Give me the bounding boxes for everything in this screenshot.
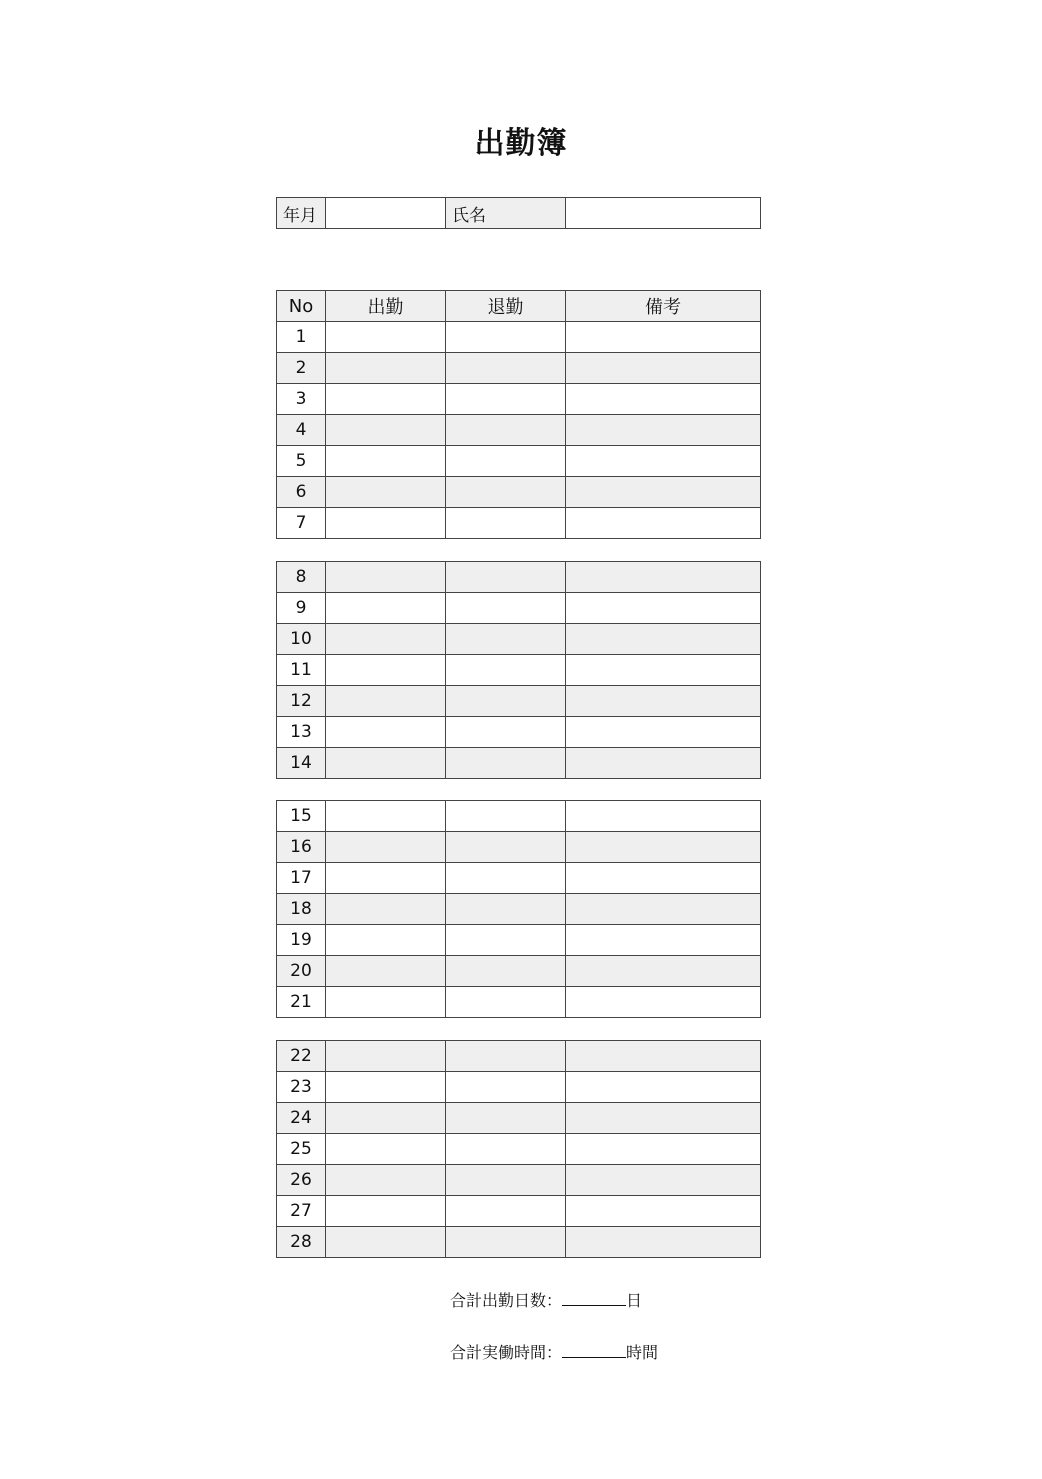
row-number-cell: 26 <box>277 1165 326 1196</box>
table-row <box>277 748 761 779</box>
table-row <box>277 1103 761 1134</box>
column-header-clock-out: 退勤 <box>446 291 566 322</box>
remarks-cell[interactable] <box>566 1196 761 1227</box>
row-number-cell: 3 <box>277 384 326 415</box>
row-number-cell: 10 <box>277 624 326 655</box>
table-row <box>277 353 761 384</box>
clock-out-cell[interactable] <box>446 1041 566 1072</box>
attendance-table-2 <box>276 561 761 779</box>
clock-in-cell[interactable] <box>326 593 446 624</box>
clock-in-cell[interactable] <box>326 1165 446 1196</box>
clock-out-cell[interactable] <box>446 1072 566 1103</box>
clock-out-cell[interactable] <box>446 925 566 956</box>
remarks-cell[interactable] <box>566 1227 761 1258</box>
remarks-cell[interactable] <box>566 1072 761 1103</box>
row-number-cell: 5 <box>277 446 326 477</box>
clock-out-cell[interactable] <box>446 446 566 477</box>
column-header-clock-in: 出勤 <box>326 291 446 322</box>
clock-out-cell[interactable] <box>446 987 566 1018</box>
row-number-cell: 6 <box>277 477 326 508</box>
row-number-cell: 7 <box>277 508 326 539</box>
name-label: 氏名 <box>446 198 566 229</box>
clock-in-cell[interactable] <box>326 1134 446 1165</box>
row-number-cell: 13 <box>277 717 326 748</box>
table-row <box>277 925 761 956</box>
clock-out-cell[interactable] <box>446 832 566 863</box>
clock-out-cell[interactable] <box>446 863 566 894</box>
clock-in-cell[interactable] <box>326 624 446 655</box>
clock-in-cell[interactable] <box>326 956 446 987</box>
remarks-cell[interactable] <box>566 562 761 593</box>
clock-in-cell[interactable] <box>326 353 446 384</box>
table-row <box>277 1134 761 1165</box>
total-days-line <box>450 1288 642 1311</box>
remarks-cell[interactable] <box>566 1041 761 1072</box>
remarks-cell[interactable] <box>566 1103 761 1134</box>
row-number-cell: 21 <box>277 987 326 1018</box>
clock-in-cell[interactable] <box>326 1196 446 1227</box>
row-number-cell: 15 <box>277 801 326 832</box>
clock-out-cell[interactable] <box>446 686 566 717</box>
table-row <box>277 1227 761 1258</box>
row-number-cell: 2 <box>277 353 326 384</box>
table-row <box>277 956 761 987</box>
clock-in-cell[interactable] <box>326 1072 446 1103</box>
clock-in-cell[interactable] <box>326 894 446 925</box>
clock-out-cell[interactable] <box>446 562 566 593</box>
clock-in-cell[interactable] <box>326 801 446 832</box>
clock-out-cell[interactable] <box>446 508 566 539</box>
clock-out-cell[interactable] <box>446 624 566 655</box>
table-row <box>277 1072 761 1103</box>
remarks-cell[interactable] <box>566 446 761 477</box>
total-hours-unit: 時間 <box>626 1343 659 1362</box>
clock-in-cell[interactable] <box>326 987 446 1018</box>
table-row <box>277 477 761 508</box>
total-hours-line <box>450 1340 658 1363</box>
clock-out-cell[interactable] <box>446 353 566 384</box>
row-number-cell: 14 <box>277 748 326 779</box>
clock-in-cell[interactable] <box>326 1041 446 1072</box>
clock-out-cell[interactable] <box>446 894 566 925</box>
clock-out-cell[interactable] <box>446 1227 566 1258</box>
table-row <box>277 624 761 655</box>
remarks-cell[interactable] <box>566 508 761 539</box>
column-header-remarks: 備考 <box>566 291 761 322</box>
table-row <box>277 863 761 894</box>
remarks-cell[interactable] <box>566 384 761 415</box>
clock-in-cell[interactable] <box>326 686 446 717</box>
clock-out-cell[interactable] <box>446 1165 566 1196</box>
table-row <box>277 686 761 717</box>
row-number-cell: 19 <box>277 925 326 956</box>
row-number-cell: 23 <box>277 1072 326 1103</box>
table-row <box>277 655 761 686</box>
clock-out-cell[interactable] <box>446 593 566 624</box>
clock-out-cell[interactable] <box>446 322 566 353</box>
row-number-cell: 25 <box>277 1134 326 1165</box>
table-row <box>277 446 761 477</box>
clock-in-cell[interactable] <box>326 832 446 863</box>
row-number-cell: 22 <box>277 1041 326 1072</box>
remarks-cell[interactable] <box>566 717 761 748</box>
clock-out-cell[interactable] <box>446 384 566 415</box>
attendance-table-1 <box>276 290 761 539</box>
remarks-cell[interactable] <box>566 1134 761 1165</box>
clock-out-cell[interactable] <box>446 1196 566 1227</box>
year-month-label: 年月 <box>277 198 326 229</box>
clock-in-cell[interactable] <box>326 925 446 956</box>
clock-in-cell[interactable] <box>326 384 446 415</box>
table-row <box>277 384 761 415</box>
clock-out-cell[interactable] <box>446 655 566 686</box>
remarks-cell[interactable] <box>566 925 761 956</box>
remarks-cell[interactable] <box>566 863 761 894</box>
remarks-cell[interactable] <box>566 956 761 987</box>
year-month-field[interactable] <box>326 198 446 229</box>
clock-out-cell[interactable] <box>446 1103 566 1134</box>
total-days-unit: 日 <box>626 1291 643 1310</box>
remarks-cell[interactable] <box>566 322 761 353</box>
clock-out-cell[interactable] <box>446 477 566 508</box>
clock-out-cell[interactable] <box>446 801 566 832</box>
row-number-cell: 28 <box>277 1227 326 1258</box>
total-days-blank[interactable] <box>562 1291 626 1306</box>
clock-in-cell[interactable] <box>326 562 446 593</box>
row-number-cell: 1 <box>277 322 326 353</box>
clock-out-cell[interactable] <box>446 956 566 987</box>
table-row <box>277 801 761 832</box>
row-number-cell: 8 <box>277 562 326 593</box>
remarks-cell[interactable] <box>566 801 761 832</box>
row-number-cell: 16 <box>277 832 326 863</box>
table-row <box>277 717 761 748</box>
clock-in-cell[interactable] <box>326 863 446 894</box>
table-row <box>277 987 761 1018</box>
column-header-row <box>277 291 761 322</box>
table-row <box>277 322 761 353</box>
clock-in-cell[interactable] <box>326 508 446 539</box>
remarks-cell[interactable] <box>566 353 761 384</box>
total-days-label: 合計出勤日数： <box>450 1291 563 1310</box>
table-row <box>277 562 761 593</box>
row-number-cell: 9 <box>277 593 326 624</box>
row-number-cell: 20 <box>277 956 326 987</box>
row-number-cell: 4 <box>277 415 326 446</box>
column-header-no: No <box>277 291 326 322</box>
total-hours-label: 合計実働時間： <box>450 1343 563 1362</box>
remarks-cell[interactable] <box>566 686 761 717</box>
row-number-cell: 27 <box>277 1196 326 1227</box>
clock-in-cell[interactable] <box>326 477 446 508</box>
table-row <box>277 1041 761 1072</box>
clock-in-cell[interactable] <box>326 655 446 686</box>
attendance-table-3 <box>276 800 761 1018</box>
remarks-cell[interactable] <box>566 415 761 446</box>
clock-in-cell[interactable] <box>326 1103 446 1134</box>
remarks-cell[interactable] <box>566 624 761 655</box>
clock-in-cell[interactable] <box>326 415 446 446</box>
total-hours-blank[interactable] <box>562 1343 626 1358</box>
row-number-cell: 17 <box>277 863 326 894</box>
remarks-cell[interactable] <box>566 748 761 779</box>
table-row <box>277 832 761 863</box>
remarks-cell[interactable] <box>566 987 761 1018</box>
row-number-cell: 11 <box>277 655 326 686</box>
row-number-cell: 18 <box>277 894 326 925</box>
remarks-cell[interactable] <box>566 593 761 624</box>
clock-in-cell[interactable] <box>326 717 446 748</box>
clock-out-cell[interactable] <box>446 1134 566 1165</box>
clock-out-cell[interactable] <box>446 415 566 446</box>
header-table <box>276 197 761 229</box>
row-number-cell: 24 <box>277 1103 326 1134</box>
table-row <box>277 1196 761 1227</box>
remarks-cell[interactable] <box>566 477 761 508</box>
clock-out-cell[interactable] <box>446 717 566 748</box>
table-row <box>277 593 761 624</box>
clock-in-cell[interactable] <box>326 748 446 779</box>
clock-in-cell[interactable] <box>326 322 446 353</box>
row-number-cell: 12 <box>277 686 326 717</box>
remarks-cell[interactable] <box>566 655 761 686</box>
table-row <box>277 508 761 539</box>
remarks-cell[interactable] <box>566 1165 761 1196</box>
clock-out-cell[interactable] <box>446 748 566 779</box>
clock-in-cell[interactable] <box>326 446 446 477</box>
attendance-table-4 <box>276 1040 761 1258</box>
table-row <box>277 415 761 446</box>
page-title: 出勤簿 <box>474 126 568 161</box>
table-row <box>277 1165 761 1196</box>
remarks-cell[interactable] <box>566 832 761 863</box>
remarks-cell[interactable] <box>566 894 761 925</box>
clock-in-cell[interactable] <box>326 1227 446 1258</box>
table-row <box>277 894 761 925</box>
name-field[interactable] <box>566 198 761 229</box>
